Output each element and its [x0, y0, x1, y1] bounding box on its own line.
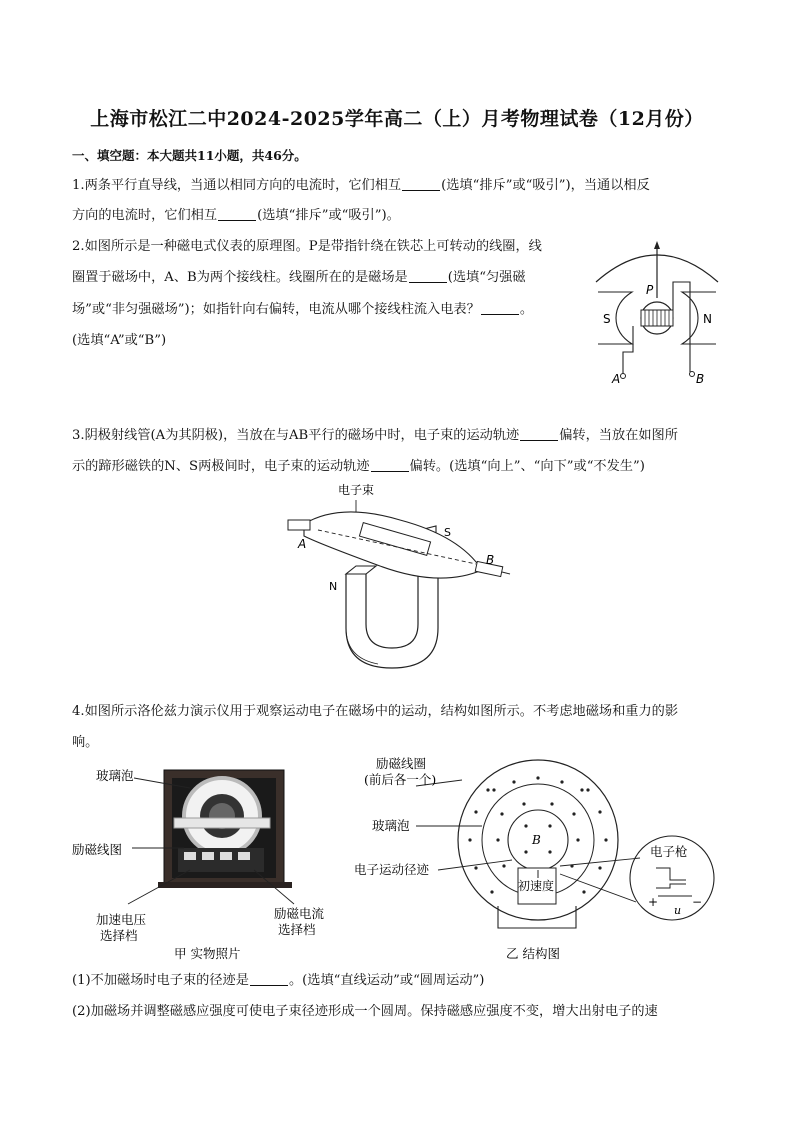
- q3-text-2a: 示的蹄形磁铁的N、S两极间时，电子束的运动轨迹: [72, 459, 370, 474]
- apparatus-photo: [72, 764, 342, 964]
- question-1-line-2: [72, 202, 400, 229]
- diagram-label-path: 电子运动径迹: [354, 862, 430, 877]
- q1-text-1b: (选填“排斥”或“吸引”)，当通以相反: [441, 178, 650, 193]
- magnet-pole-s: S: [444, 526, 451, 539]
- q3-line-2: [72, 453, 645, 480]
- q2-text-3a: 场”或“非匀强磁场”)；如指针向右偏转，电流从哪个接线柱流入电表？: [72, 302, 480, 317]
- q3-answer-blank-1[interactable]: [520, 426, 558, 441]
- photo-caption: 甲 实物照片: [174, 946, 241, 961]
- q3-text-1a: 3.阴极射线管(A为其阴极)，当放在与AB平行的磁场中时，电子束的运动轨迹: [72, 428, 520, 443]
- q3-text-2b: 偏转。(选填“向上”、“向下”或“不发生”): [409, 459, 645, 474]
- coil-label-p: P: [646, 283, 654, 297]
- q1-answer-blank-2[interactable]: [218, 206, 256, 221]
- photo-label-current2: 选择档: [278, 922, 316, 937]
- pole-label-n: N: [703, 312, 712, 326]
- beam-label: 电子束: [338, 483, 375, 497]
- q2-line-2: [72, 264, 526, 291]
- q3-text-1b: 偏转，当放在如图所: [559, 428, 678, 443]
- question-1-line-1: [72, 172, 650, 199]
- photo-label-coil: 励磁线图: [72, 842, 123, 857]
- q2-line-3: [72, 296, 533, 323]
- q2-text-2b: (选填“匀强磁: [447, 270, 526, 285]
- diagram-label-bulb: 玻璃泡: [372, 818, 410, 833]
- q1-text-2b: (选填“排斥”或“吸引”)。: [257, 208, 400, 223]
- q2-text-2a: 圈置于磁场中，A、B为两个接线柱。线圈所在的是磁场是: [72, 270, 408, 285]
- q1-answer-blank-1[interactable]: [402, 176, 440, 191]
- diagram-label-coil: 励磁线圈: [376, 756, 427, 771]
- photo-label-bulb: 玻璃泡: [96, 768, 134, 783]
- q4-answer-blank-1[interactable]: [250, 971, 288, 986]
- q4-sub-1: [72, 967, 484, 994]
- q4-sub1-text-a: (1)不加磁场时电子束的径迹是: [72, 973, 249, 988]
- diagram-label-coil2: (前后各一个): [364, 772, 437, 787]
- q2-answer-blank-1[interactable]: [409, 268, 447, 283]
- q1-text-2a: 方向的电流时，它们相互: [72, 208, 218, 223]
- meter-diagram: [588, 234, 726, 386]
- gun-minus: −: [692, 895, 703, 909]
- cathode-ray-tube-diagram: [280, 478, 516, 674]
- q2-text-3b: 。: [519, 302, 533, 317]
- q4-line-1: 4.如图所示洛伦兹力演示仪用于观察运动电子在磁场中的运动，结构如图所示。不考虑地磁场和重力的影: [72, 704, 679, 719]
- gun-u: u: [674, 904, 682, 917]
- pole-label-s: S: [603, 312, 611, 326]
- cathode-label-a: A: [298, 537, 307, 551]
- q2-answer-blank-2[interactable]: [481, 300, 519, 315]
- photo-label-current: 励磁电流: [274, 906, 325, 921]
- q2-line-4: (选填“A”或“B”): [72, 333, 167, 348]
- magnet-pole-n: N: [329, 580, 338, 593]
- field-label-b: B: [532, 833, 541, 847]
- section-heading: 一、填空题：本大题共11小题，共46分。: [72, 148, 307, 163]
- gun-plus: +: [648, 895, 659, 909]
- photo-label-volt: 加速电压: [96, 912, 147, 927]
- q3-line-1: [72, 422, 678, 449]
- q4-sub-2: (2)加磁场并调整磁感应强度可使电子束径迹形成一个圆周。保持磁感应强度不变，增大出射电子的速: [72, 1004, 658, 1019]
- page-title: 上海市松江二中2024-2025学年高二（上）月考物理试卷（12月份）: [90, 108, 704, 130]
- q2-line-1: 2.如图所示是一种磁电式仪表的原理图。P是带指针绕在铁芯上可转动的线圈，线: [72, 239, 542, 254]
- q4-line-2: 响。: [72, 735, 99, 750]
- initial-velocity-label: 初速度: [518, 879, 555, 893]
- anode-label-b: B: [486, 553, 495, 567]
- photo-label-volt2: 选择档: [100, 928, 138, 943]
- terminal-label-a: A: [612, 372, 621, 386]
- structure-diagram: [352, 756, 722, 964]
- q1-text-1a: 1.两条平行直导线，当通以相同方向的电流时，它们相互: [72, 178, 402, 193]
- terminal-label-b: B: [696, 372, 705, 386]
- q3-answer-blank-2[interactable]: [371, 457, 409, 472]
- diagram-caption: 乙 结构图: [506, 946, 560, 961]
- q4-sub1-text-b: 。(选填“直线运动”或“圆周运动”): [288, 973, 485, 988]
- diagram-label-gun: 电子枪: [650, 844, 688, 859]
